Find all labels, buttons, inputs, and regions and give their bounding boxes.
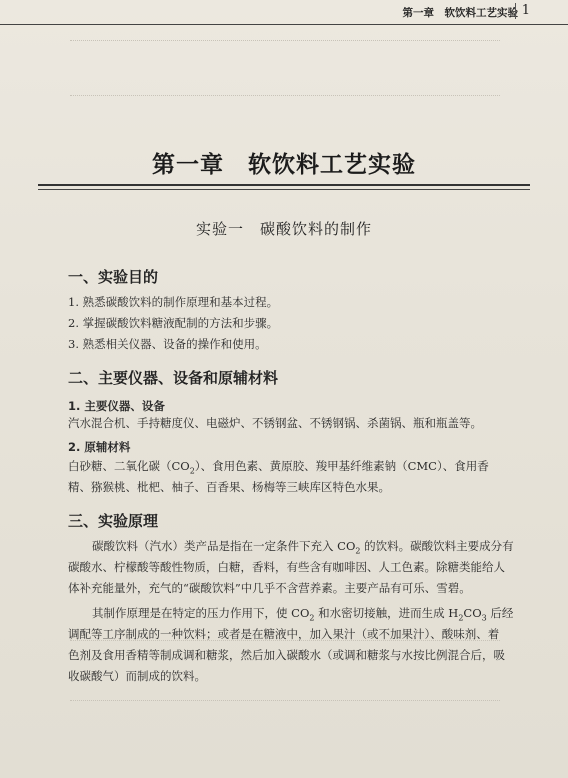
list-item: 2. 掌握碳酸饮料糖液配制的方法和步骤。 — [68, 316, 279, 330]
text-run: CO — [463, 606, 482, 620]
paragraph-line — [92, 541, 538, 555]
list-item: 1. 熟悉碳酸饮料的制作原理和基本过程。 — [68, 295, 279, 309]
show-through-texture — [70, 40, 500, 53]
section-heading: 一、实验目的 — [68, 268, 159, 286]
paragraph-line: 调配等工序制成的一种饮料；或者是在糖液中，加入果汁（或不加果汁）、酸味剂、着 — [68, 627, 500, 641]
chapter-rule — [38, 184, 530, 186]
subscript: 2 — [309, 613, 315, 623]
subscript: 2 — [458, 613, 464, 623]
text-run: 其制作原理是在特定的压力作用下，使 CO — [92, 606, 310, 620]
running-title: 第一章 软饮料工艺实验 — [402, 7, 518, 19]
paragraph-line: 收碳酸气）而制成的饮料。 — [68, 669, 206, 683]
chapter-rule — [38, 189, 530, 190]
paragraph-line: 色剂及食用香精等制成调和糖浆，然后加入碳酸水（或调和糖浆与水按比例混合后，吸 — [68, 648, 505, 662]
section-heading: 二、主要仪器、设备和原辅材料 — [68, 369, 279, 387]
experiment-title: 实验一 碳酸饮料的制作 — [195, 220, 372, 238]
text-run: 后经 — [486, 606, 514, 620]
section-heading: 三、实验原理 — [68, 512, 159, 530]
show-through-texture — [70, 700, 500, 713]
subsection-heading: 2. 原辅材料 — [68, 440, 131, 454]
equipment-list: 汽水混合机、手持糖度仪、电磁炉、不锈钢盆、不锈钢锅、杀菌锅、瓶和瓶盖等。 — [68, 416, 482, 430]
subscript: 3 — [481, 613, 487, 623]
materials-line: 精、猕猴桃、枇杷、柚子、百香果、杨梅等三峡库区特色水果。 — [68, 480, 390, 494]
subscript: 2 — [189, 466, 195, 476]
text-run: 白砂糖、二氧化碳（CO — [68, 459, 190, 473]
text-run: 的饮料。碳酸饮料主要成分有 — [360, 539, 514, 553]
materials-line — [68, 461, 538, 475]
list-item: 3. 熟悉相关仪器、设备的操作和使用。 — [68, 337, 267, 351]
paragraph-line: 碳酸水、柠檬酸等酸性物质，白糖，香料，有些含有咖啡因、人工色素。除糖类能给人 — [68, 560, 505, 574]
show-through-texture — [70, 95, 500, 108]
text-run: ）、食用色素、黄原胶、羧甲基纤维素钠（CMC）、食用香 — [194, 459, 489, 473]
text-run: 碳酸饮料（汽水）类产品是指在一定条件下充入 CO — [92, 539, 356, 553]
paragraph-line: 体补充能量外，充气的“碳酸饮料”中几乎不含营养素。主要产品有可乐、雪碧。 — [68, 581, 471, 595]
page-number: 1 — [515, 3, 530, 19]
chapter-title: 第一章 软饮料工艺实验 — [152, 152, 416, 178]
subscript: 2 — [355, 546, 361, 556]
text-run: 和水密切接触，进而生成 H — [314, 606, 459, 620]
paragraph-line — [92, 608, 538, 622]
running-header — [0, 0, 568, 25]
subsection-heading: 1. 主要仪器、设备 — [68, 399, 165, 413]
